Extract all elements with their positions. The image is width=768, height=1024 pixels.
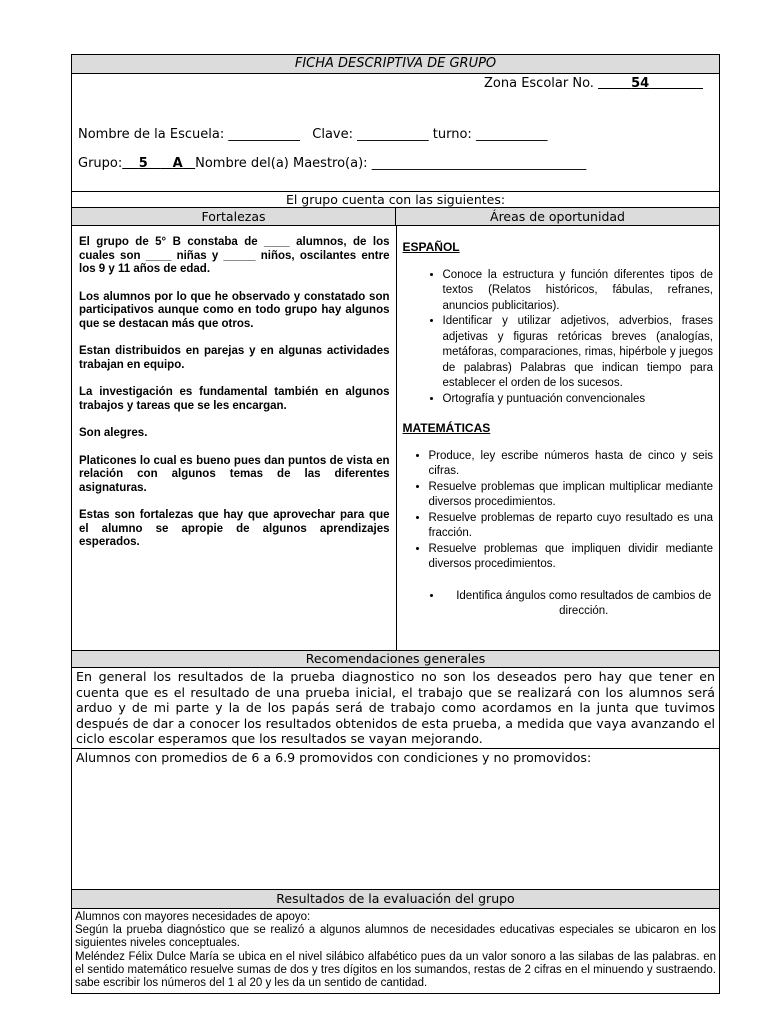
fortaleza-item: Los alumnos por lo que he observado y constatado son participativos aunque como en todo grupo hay algunos que se destacan más que otros. — [79, 290, 390, 330]
turno-blank: ___________ — [475, 127, 548, 142]
promedios-label: Alumnos con promedios de 6 a 6.9 promovidos con condiciones y no promovidos: — [76, 750, 592, 765]
form-sheet — [71, 54, 720, 994]
resultados-head: Resultados de la evaluación del grupo — [72, 890, 719, 909]
matematicas-item: • Resuelve problemas de reparto cuyo resultado es una fracción. — [429, 511, 714, 542]
turno-label: turno: — [432, 127, 472, 142]
espanol-title: ESPAÑOL — [402, 240, 460, 254]
fortalezas-column — [72, 226, 397, 650]
areas-column — [397, 226, 720, 650]
espanol-list — [403, 268, 714, 408]
zona-label: Zona Escolar No. — [484, 76, 594, 91]
fortalezas-head: Fortalezas — [72, 208, 396, 225]
matematicas-extra-item: • Identifica ángulos como resultados de cambios de dirección. — [443, 589, 714, 620]
columns-body — [72, 226, 719, 651]
fortaleza-item: Platicones lo cual es bueno pues dan puntos de vista en relación con algunos temas de las diferentes asignaturas. — [79, 454, 390, 494]
resultados-body — [72, 909, 719, 993]
recomendaciones-head: Recomendaciones generales — [72, 651, 719, 668]
matematicas-extra-list — [403, 589, 714, 620]
fortaleza-item: El grupo de 5° B constaba de ____ alumnos, de los cuales son ____ niñas y _____ niños, oscilantes entre los 9 y 11 años de edad. — [79, 236, 390, 275]
resultados-line: Alumnos con mayores necesidades de apoyo: — [75, 911, 311, 923]
resultados-line: Meléndez Félix Dulce María se ubica en el nivel silábico alfabético pues da un valor sonoro a las silabas de las palabras. en el sentido matemático resuelve sumas de dos y tres dígitos en los sumandos, restas de 2 cifras en el minuendo y sustraendo. sabe escribir los números del 1 al 20 y les da un sentido de cantidad. — [75, 950, 716, 990]
clave-label: Clave: — [312, 127, 353, 142]
fortaleza-item: La investigación es fundamental también en algunos trabajos y tareas que se les encargan. — [79, 386, 390, 412]
caption: El grupo cuenta con las siguientes: — [72, 192, 719, 208]
maestro-label: Nombre del(a) Maestro(a): — [195, 156, 368, 171]
matematicas-item: • Resuelve problemas que impliquen dividir mediante diversos procedimientos. — [429, 542, 714, 573]
espanol-item: • Conoce la estructura y función diferentes tipos de textos (Relatos históricos, fábulas, refranes, anuncios publicitarios). — [443, 268, 714, 315]
fortaleza-item: Son alegres. — [79, 427, 148, 439]
zona-line — [484, 76, 703, 91]
grupo-label: Grupo: — [78, 156, 123, 171]
fortaleza-item: Estas son fortalezas que hay que aprovechar para que el alumno se apropie de algunos aprendizajes esperados. — [79, 509, 390, 548]
escuela-blank: ___________ — [228, 127, 300, 142]
promedios-block — [72, 749, 719, 890]
zona-value: 54 — [631, 76, 650, 91]
escuela-label: Nombre de la Escuela: — [78, 127, 225, 142]
matematicas-list — [403, 449, 714, 573]
areas-head: Áreas de oportunidad — [490, 209, 625, 224]
header-block — [72, 74, 719, 192]
form-title: FICHA DESCRIPTIVA DE GRUPO — [72, 55, 719, 74]
column-headers — [72, 208, 719, 226]
resultados-line: Según la prueba diagnóstico que se realizó a algunos alumnos de necesidades educativas especiales se ubicaron en los siguientes niveles conceptuales. — [75, 924, 716, 950]
espanol-item: • Identificar y utilizar adjetivos, adverbios, frases adjetivas y figuras retóricas breves (analogías, metáforas, comparaciones, rimas, hipérbole y juegos de palabras) Palabras que indican tiempo para establecer el orden de los sucesos. — [443, 314, 714, 392]
escuela-line — [78, 127, 547, 142]
recomendaciones-text: En general los resultados de la prueba diagnostico no son los deseados pero hay que tener en cuenta que es el resultado de una prueba inicial, el trabajo que se realizará con los alumnos será arduo y de mi parte y la de los papás será de trabajo como acordamos en la junta que tuvimos después de dar a conocer los resultados obtenidos de esta prueba, a medida que vaya avanzando el ciclo escolar esperamos que los resultados se vayan mejorando. — [72, 668, 719, 749]
grupo-value: A — [172, 156, 183, 171]
matematicas-item: • Produce, ley escribe números hasta de cinco y seis cifras. — [429, 449, 714, 480]
espanol-item: • Ortografía y puntuación convencionales — [443, 392, 714, 408]
grupo-line — [78, 156, 586, 171]
grado-value: 5 — [138, 156, 148, 171]
clave-blank: ___________ — [357, 127, 429, 142]
fortaleza-item: Estan distribuidos en parejas y en algunas actividades trabajan en equipo. — [79, 345, 390, 371]
matematicas-item: • Resuelve problemas que implican multiplicar mediante diversos procedimientos. — [429, 480, 714, 511]
matematicas-title: MATEMÁTICAS — [402, 421, 491, 435]
maestro-blank: _________________________________ — [371, 156, 587, 171]
